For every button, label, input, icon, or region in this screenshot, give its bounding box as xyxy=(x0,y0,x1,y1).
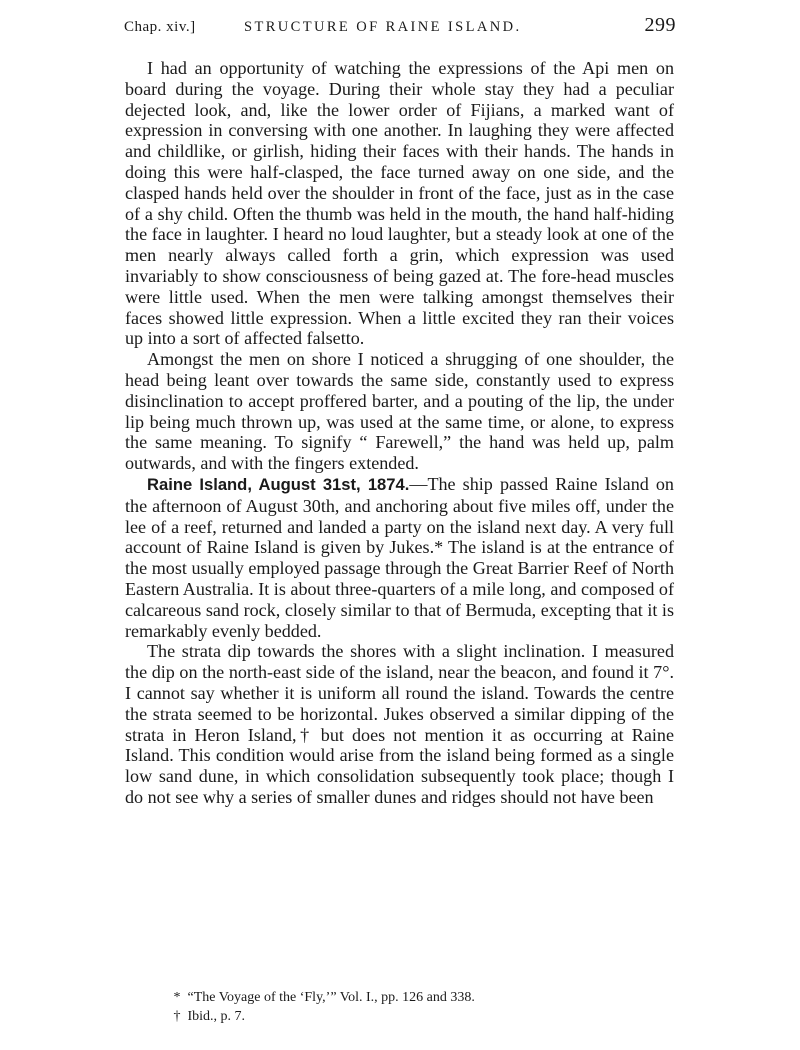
paragraph-text: —The ship passed Raine Island on the afternoon of August 30th, and anchoring about five miles off, under the lee of a reef, returned and landed a party on the island next day. A very full account of Raine Island is given by Jukes.* The island is at the entrance of the most usually employed passage through the Great Barrier Reef of North Eastern Australia. It is about three-quarters of a mile long, and composed of calcareous sand rock, closely similar to that of Bermuda, excepting that it is remarkably evenly bedded. xyxy=(125,473,674,641)
paragraph-text: I had an opportunity of watching the expressions of the Api men on board during the voyage. During their whole stay they had a peculiar dejected look, and, like the lower order of Fijians, a marked want of expression in conversing with one another. In laughing they were affected and childlike, or girlish, hiding their faces with their hands. The hands in doing this were half-clasped, the face turned away on one side, and the clasped hands held over the shoulder in front of the face, just as in the case of a shy child. Often the thumb was held in the mouth, the hand half-hiding the face in laughter. I heard no loud laughter, but a steady look at one of the men nearly always called forth a grin, which expression was used invariably to show consciousness of being gazed at. The fore-head muscles were little used. When the men were talking amongst themselves their faces showed little expression. When a little excited they ran their voices up into a sort of affected falsetto. xyxy=(125,58,674,349)
page-number: 299 xyxy=(644,14,676,36)
paragraph-text: Amongst the men on shore I noticed a shrugging of one shoulder, the head being leant over towards the same side, constantly used to express disinclination to accept proffered barter, and a pouting of the lip, the under lip being much thrown up, was used at the same time, or alone, to express the same meaning. To signify “ Farewell,” the hand was held up, palm outwards, and with the fingers extended. xyxy=(125,349,674,474)
paragraph-text: The strata dip towards the shores with a slight inclination. I measured the dip on the north-east side of the island, near the beacon, and found it 7°. I cannot say whether it is uniform all round the island. Towards the centre the strata seemed to be horizontal. Jukes observed a similar dipping of the strata in Heron Island,† but does not mention it as occurring at Raine Island. This condition would arise from the island being formed as a single low sand dune, in which consolidation subsequently took place; though I do not see why a series of smaller dunes and ridges should not have been xyxy=(125,641,674,807)
running-title: STRUCTURE OF RAINE ISLAND. xyxy=(244,19,522,35)
footnote xyxy=(170,1007,670,1026)
footnote-text: “The Voyage of the ‘Fly,’” Vol. I., pp. 126 and 338. xyxy=(187,990,475,1005)
footnote-marker: * xyxy=(173,990,181,1005)
paragraph-api-men-expressions xyxy=(125,58,674,349)
footnote xyxy=(170,988,670,1007)
body-text xyxy=(125,58,674,808)
section-lead-heading: Raine Island, August 31st, 1874. xyxy=(147,474,410,494)
footnotes xyxy=(170,988,670,1026)
running-head xyxy=(124,14,676,40)
paragraph-shrugging xyxy=(125,349,674,474)
paragraph-strata-dip xyxy=(125,641,674,807)
paragraph-raine-island xyxy=(125,474,674,641)
chapter-reference: Chap. xiv.] xyxy=(124,19,196,35)
footnote-text: Ibid., p. 7. xyxy=(187,1009,246,1024)
footnote-marker: † xyxy=(173,1009,181,1024)
